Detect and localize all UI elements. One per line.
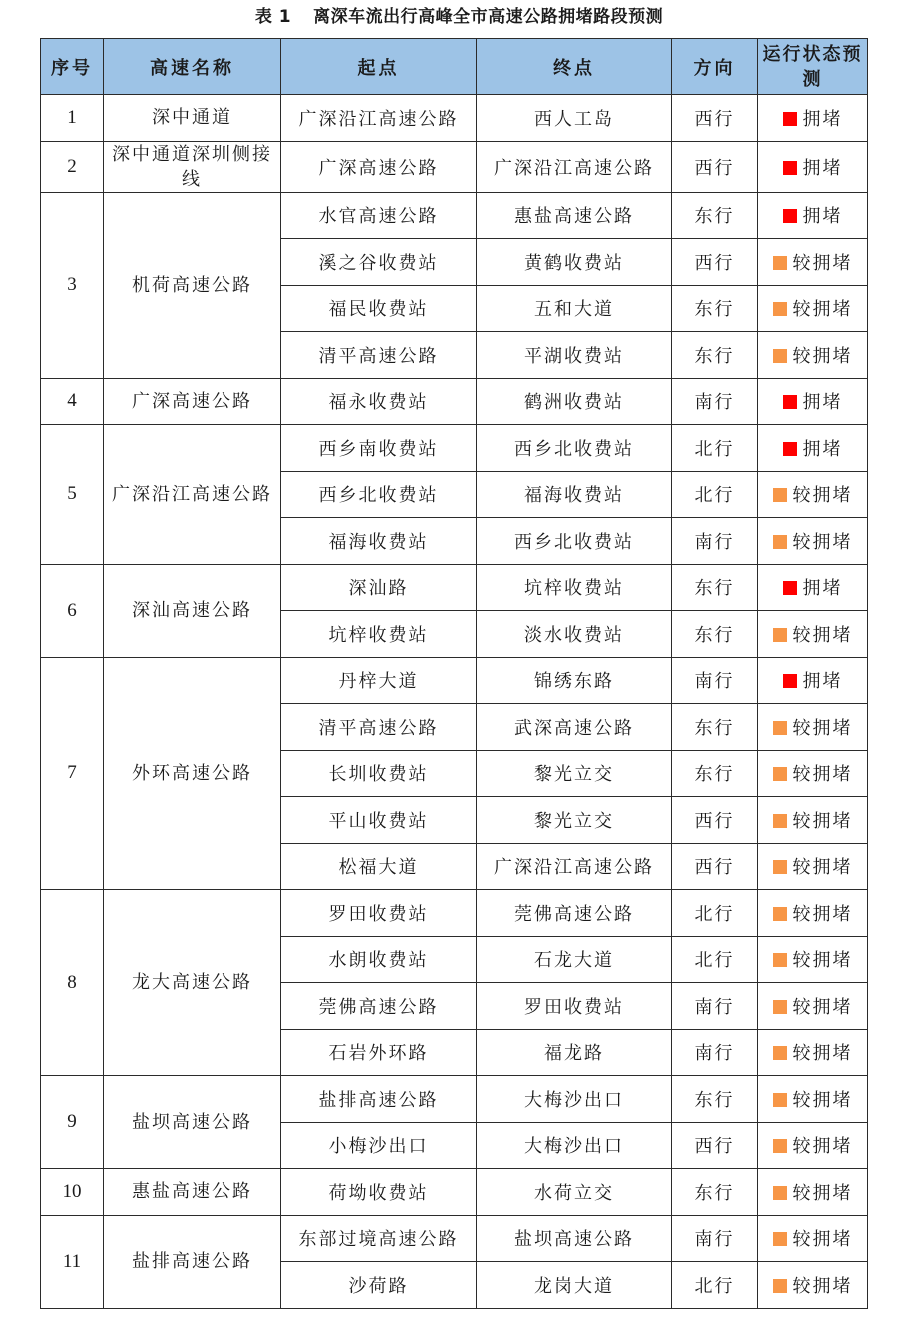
highway-name: 惠盐高速公路 bbox=[104, 1169, 281, 1216]
row-index: 2 bbox=[41, 141, 104, 192]
status-label: 拥堵 bbox=[802, 578, 843, 600]
row-index: 7 bbox=[41, 657, 104, 890]
highway-name: 深汕高速公路 bbox=[104, 564, 281, 657]
status-square-icon bbox=[773, 1093, 787, 1107]
direction: 西行 bbox=[672, 1122, 758, 1169]
start-point: 罗田收费站 bbox=[281, 890, 477, 937]
status-label: 较拥堵 bbox=[792, 857, 853, 879]
row-index: 3 bbox=[41, 192, 104, 378]
start-point: 松福大道 bbox=[281, 843, 477, 890]
start-point: 水官高速公路 bbox=[281, 192, 477, 239]
table-row bbox=[41, 141, 868, 192]
status-square-icon bbox=[773, 767, 787, 781]
end-point: 黎光立交 bbox=[477, 750, 672, 797]
end-point: 福海收费站 bbox=[477, 471, 672, 518]
end-point: 福龙路 bbox=[477, 1029, 672, 1076]
status-label: 较拥堵 bbox=[792, 1182, 853, 1204]
start-point: 水朗收费站 bbox=[281, 936, 477, 983]
status-square-icon bbox=[773, 1232, 787, 1246]
row-index: 4 bbox=[41, 378, 104, 425]
end-point: 黄鹤收费站 bbox=[477, 239, 672, 286]
direction: 北行 bbox=[672, 936, 758, 983]
end-point: 西乡北收费站 bbox=[477, 518, 672, 565]
end-point: 水荷立交 bbox=[477, 1169, 672, 1216]
status-square-icon bbox=[773, 953, 787, 967]
start-point: 小梅沙出口 bbox=[281, 1122, 477, 1169]
status-label: 较拥堵 bbox=[792, 903, 853, 925]
highway-name: 广深高速公路 bbox=[104, 378, 281, 425]
status-square-icon bbox=[773, 256, 787, 270]
end-point: 广深沿江高速公路 bbox=[477, 843, 672, 890]
direction: 东行 bbox=[672, 564, 758, 611]
table-row bbox=[41, 1076, 868, 1123]
status-cell bbox=[758, 843, 868, 890]
status-square-icon bbox=[783, 209, 797, 223]
status-label: 较拥堵 bbox=[792, 299, 853, 321]
direction: 西行 bbox=[672, 843, 758, 890]
start-point: 福民收费站 bbox=[281, 285, 477, 332]
direction: 东行 bbox=[672, 611, 758, 658]
highway-name: 外环高速公路 bbox=[104, 657, 281, 890]
table-row bbox=[41, 95, 868, 142]
start-point: 西乡北收费站 bbox=[281, 471, 477, 518]
table-row bbox=[41, 378, 868, 425]
status-label: 拥堵 bbox=[802, 671, 843, 693]
status-square-icon bbox=[783, 581, 797, 595]
direction: 北行 bbox=[672, 425, 758, 472]
status-label: 较拥堵 bbox=[792, 531, 853, 553]
end-point: 西人工岛 bbox=[477, 95, 672, 142]
direction: 东行 bbox=[672, 1076, 758, 1123]
status-label: 较拥堵 bbox=[792, 1229, 853, 1251]
end-point: 广深沿江高速公路 bbox=[477, 141, 672, 192]
direction: 东行 bbox=[672, 332, 758, 379]
status-label: 较拥堵 bbox=[792, 810, 853, 832]
status-label: 较拥堵 bbox=[792, 1089, 853, 1111]
start-point: 沙荷路 bbox=[281, 1262, 477, 1309]
start-point: 荷坳收费站 bbox=[281, 1169, 477, 1216]
status-label: 拥堵 bbox=[802, 206, 843, 228]
end-point: 罗田收费站 bbox=[477, 983, 672, 1030]
status-label: 较拥堵 bbox=[792, 252, 853, 274]
status-square-icon bbox=[773, 860, 787, 874]
status-cell bbox=[758, 611, 868, 658]
end-point: 盐坝高速公路 bbox=[477, 1215, 672, 1262]
status-square-icon bbox=[783, 161, 797, 175]
end-point: 石龙大道 bbox=[477, 936, 672, 983]
direction: 东行 bbox=[672, 1169, 758, 1216]
table-row bbox=[41, 192, 868, 239]
status-label: 较拥堵 bbox=[792, 764, 853, 786]
direction: 南行 bbox=[672, 983, 758, 1030]
status-square-icon bbox=[783, 442, 797, 456]
status-cell bbox=[758, 1169, 868, 1216]
row-index: 10 bbox=[41, 1169, 104, 1216]
status-cell bbox=[758, 192, 868, 239]
end-point: 大梅沙出口 bbox=[477, 1076, 672, 1123]
highway-name: 龙大高速公路 bbox=[104, 890, 281, 1076]
direction: 东行 bbox=[672, 750, 758, 797]
direction: 西行 bbox=[672, 239, 758, 286]
status-cell bbox=[758, 564, 868, 611]
end-point: 淡水收费站 bbox=[477, 611, 672, 658]
status-square-icon bbox=[773, 349, 787, 363]
status-label: 较拥堵 bbox=[792, 485, 853, 507]
status-label: 拥堵 bbox=[802, 438, 843, 460]
header-direction: 方向 bbox=[672, 39, 758, 95]
status-square-icon bbox=[783, 112, 797, 126]
end-point: 平湖收费站 bbox=[477, 332, 672, 379]
status-label: 拥堵 bbox=[802, 108, 843, 130]
status-square-icon bbox=[783, 395, 797, 409]
status-cell bbox=[758, 890, 868, 937]
row-index: 11 bbox=[41, 1215, 104, 1308]
table-row bbox=[41, 1169, 868, 1216]
highway-name: 深中通道 bbox=[104, 95, 281, 142]
status-cell bbox=[758, 332, 868, 379]
status-label: 较拥堵 bbox=[792, 345, 853, 367]
direction: 南行 bbox=[672, 378, 758, 425]
header-start: 起点 bbox=[281, 39, 477, 95]
start-point: 盐排高速公路 bbox=[281, 1076, 477, 1123]
start-point: 清平高速公路 bbox=[281, 332, 477, 379]
status-cell bbox=[758, 1122, 868, 1169]
direction: 西行 bbox=[672, 797, 758, 844]
highway-name: 广深沿江高速公路 bbox=[104, 425, 281, 565]
status-cell bbox=[758, 797, 868, 844]
end-point: 大梅沙出口 bbox=[477, 1122, 672, 1169]
status-square-icon bbox=[773, 721, 787, 735]
row-index: 1 bbox=[41, 95, 104, 142]
status-label: 较拥堵 bbox=[792, 950, 853, 972]
direction: 北行 bbox=[672, 1262, 758, 1309]
status-square-icon bbox=[773, 814, 787, 828]
direction: 西行 bbox=[672, 141, 758, 192]
status-cell bbox=[758, 378, 868, 425]
start-point: 平山收费站 bbox=[281, 797, 477, 844]
direction: 南行 bbox=[672, 518, 758, 565]
status-cell bbox=[758, 95, 868, 142]
start-point: 丹梓大道 bbox=[281, 657, 477, 704]
status-square-icon bbox=[773, 1139, 787, 1153]
status-cell bbox=[758, 983, 868, 1030]
status-cell bbox=[758, 704, 868, 751]
direction: 南行 bbox=[672, 657, 758, 704]
end-point: 莞佛高速公路 bbox=[477, 890, 672, 937]
status-square-icon bbox=[773, 907, 787, 921]
start-point: 溪之谷收费站 bbox=[281, 239, 477, 286]
start-point: 福永收费站 bbox=[281, 378, 477, 425]
end-point: 坑梓收费站 bbox=[477, 564, 672, 611]
status-square-icon bbox=[773, 488, 787, 502]
highway-name: 盐排高速公路 bbox=[104, 1215, 281, 1308]
end-point: 五和大道 bbox=[477, 285, 672, 332]
start-point: 东部过境高速公路 bbox=[281, 1215, 477, 1262]
status-label: 较拥堵 bbox=[792, 717, 853, 739]
direction: 东行 bbox=[672, 704, 758, 751]
direction: 北行 bbox=[672, 890, 758, 937]
table-row bbox=[41, 890, 868, 937]
header-end: 终点 bbox=[477, 39, 672, 95]
end-point: 鹤洲收费站 bbox=[477, 378, 672, 425]
status-square-icon bbox=[773, 1046, 787, 1060]
status-square-icon bbox=[773, 628, 787, 642]
start-point: 莞佛高速公路 bbox=[281, 983, 477, 1030]
status-cell bbox=[758, 285, 868, 332]
highway-name: 盐坝高速公路 bbox=[104, 1076, 281, 1169]
status-cell bbox=[758, 750, 868, 797]
status-cell bbox=[758, 425, 868, 472]
end-point: 锦绣东路 bbox=[477, 657, 672, 704]
direction: 西行 bbox=[672, 95, 758, 142]
start-point: 清平高速公路 bbox=[281, 704, 477, 751]
header-status: 运行状态预测 bbox=[758, 39, 868, 95]
table-number: 表 1 bbox=[254, 7, 292, 27]
status-cell bbox=[758, 1076, 868, 1123]
start-point: 坑梓收费站 bbox=[281, 611, 477, 658]
start-point: 西乡南收费站 bbox=[281, 425, 477, 472]
status-label: 拥堵 bbox=[802, 392, 843, 414]
header-highway-name: 高速名称 bbox=[104, 39, 281, 95]
status-cell bbox=[758, 141, 868, 192]
row-index: 6 bbox=[41, 564, 104, 657]
congestion-forecast-table bbox=[40, 38, 868, 1309]
status-square-icon bbox=[773, 1186, 787, 1200]
row-index: 8 bbox=[41, 890, 104, 1076]
direction: 东行 bbox=[672, 192, 758, 239]
row-index: 5 bbox=[41, 425, 104, 565]
status-label: 较拥堵 bbox=[792, 1136, 853, 1158]
status-cell bbox=[758, 1215, 868, 1262]
direction: 北行 bbox=[672, 471, 758, 518]
status-label: 较拥堵 bbox=[792, 996, 853, 1018]
end-point: 西乡北收费站 bbox=[477, 425, 672, 472]
direction: 东行 bbox=[672, 285, 758, 332]
status-cell bbox=[758, 239, 868, 286]
status-cell bbox=[758, 471, 868, 518]
status-cell bbox=[758, 936, 868, 983]
status-square-icon bbox=[773, 1279, 787, 1293]
start-point: 深汕路 bbox=[281, 564, 477, 611]
end-point: 龙岗大道 bbox=[477, 1262, 672, 1309]
status-square-icon bbox=[773, 535, 787, 549]
start-point: 石岩外环路 bbox=[281, 1029, 477, 1076]
header-row bbox=[41, 39, 868, 95]
status-cell bbox=[758, 1029, 868, 1076]
row-index: 9 bbox=[41, 1076, 104, 1169]
table-row bbox=[41, 425, 868, 472]
table-row bbox=[41, 564, 868, 611]
direction: 南行 bbox=[672, 1215, 758, 1262]
highway-name: 深中通道深圳侧接线 bbox=[104, 141, 281, 192]
status-square-icon bbox=[783, 674, 797, 688]
start-point: 广深高速公路 bbox=[281, 141, 477, 192]
end-point: 武深高速公路 bbox=[477, 704, 672, 751]
highway-name: 机荷高速公路 bbox=[104, 192, 281, 378]
table-title: 离深车流出行高峰全市高速公路拥堵路段预测 bbox=[313, 7, 664, 27]
status-label: 较拥堵 bbox=[792, 624, 853, 646]
status-square-icon bbox=[773, 302, 787, 316]
status-square-icon bbox=[773, 1000, 787, 1014]
start-point: 广深沿江高速公路 bbox=[281, 95, 477, 142]
table-body bbox=[41, 95, 868, 1309]
table-row bbox=[41, 1215, 868, 1262]
status-label: 较拥堵 bbox=[792, 1275, 853, 1297]
end-point: 黎光立交 bbox=[477, 797, 672, 844]
status-cell bbox=[758, 1262, 868, 1309]
start-point: 福海收费站 bbox=[281, 518, 477, 565]
status-label: 较拥堵 bbox=[792, 1043, 853, 1065]
direction: 南行 bbox=[672, 1029, 758, 1076]
end-point: 惠盐高速公路 bbox=[477, 192, 672, 239]
table-row bbox=[41, 657, 868, 704]
status-cell bbox=[758, 657, 868, 704]
start-point: 长圳收费站 bbox=[281, 750, 477, 797]
status-cell bbox=[758, 518, 868, 565]
header-index: 序号 bbox=[41, 39, 104, 95]
table-caption bbox=[0, 2, 918, 32]
status-label: 拥堵 bbox=[802, 157, 843, 179]
